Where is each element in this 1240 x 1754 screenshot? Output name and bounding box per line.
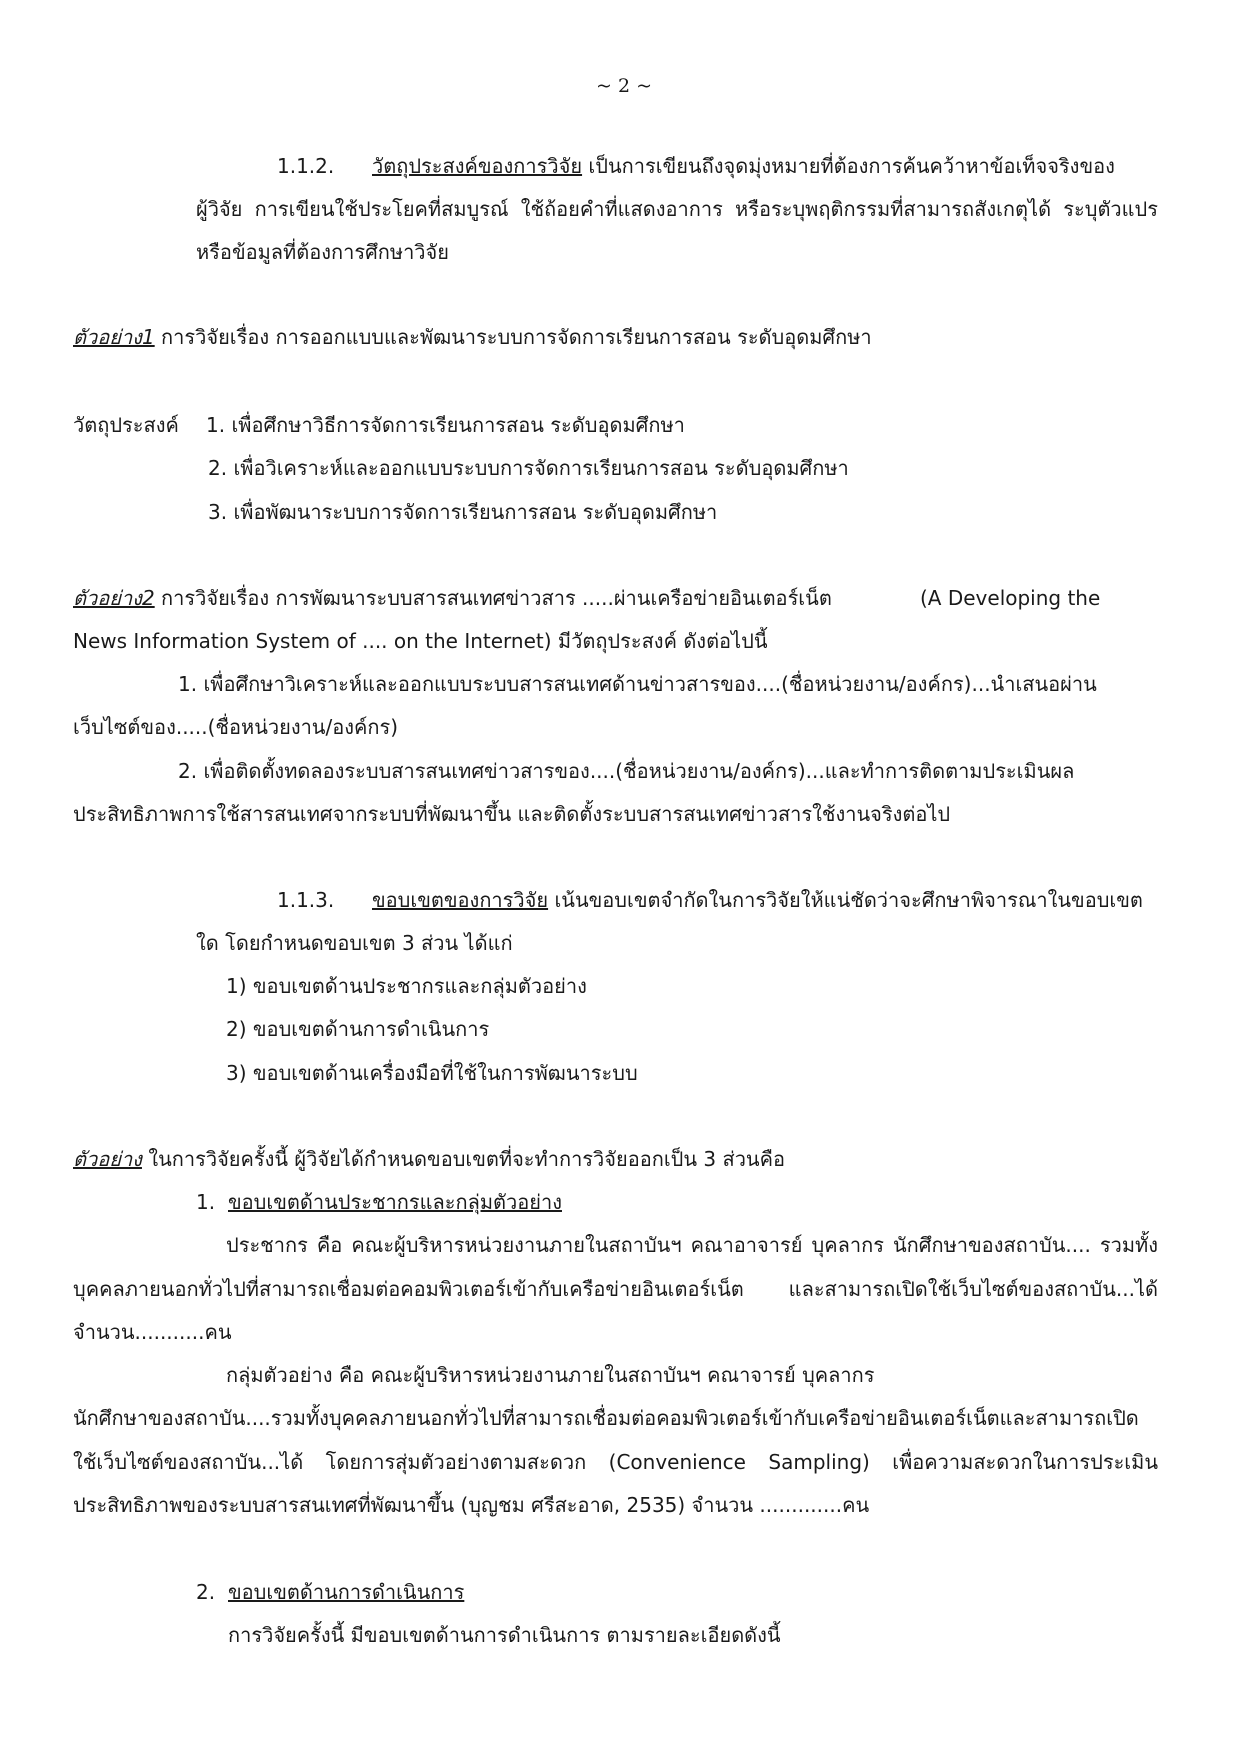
- example-label: ตัวอย่าง2: [73, 586, 155, 610]
- example-1: [73, 324, 872, 350]
- example-2: [73, 585, 832, 611]
- objective-item: 1. เพื่อศึกษาวิธีการจัดการเรียนการสอน ระดับอุดมศึกษา: [206, 413, 685, 437]
- paragraph-line: หรือข้อมูลที่ต้องการศึกษาวิจัย: [196, 240, 449, 264]
- section-number-1-1-2: 1.1.2.: [277, 154, 335, 178]
- paragraph-line: เว็บไซต์ของ.....(ชื่อหน่วยงาน/องค์กร): [73, 715, 399, 739]
- subsection-heading-population: ขอบเขตด้านประชากรและกลุ่มตัวอย่าง: [228, 1190, 562, 1214]
- example-text: การวิจัยเรื่อง การออกแบบและพัฒนาระบบการจัดการเรียนการสอน ระดับอุดมศึกษา: [161, 325, 872, 349]
- paragraph-line: News Information System of .... on the Internet) มีวัตถุประสงค์ ดังต่อไปนี้: [73, 629, 768, 653]
- subsection-number: 1.: [196, 1190, 216, 1214]
- heading-description: เน้นขอบเขตจำกัดในการวิจัยให้แน่ชัดว่าจะศึกษาพิจารณาในขอบเขต: [554, 888, 1143, 912]
- objectives-label: วัตถุประสงค์: [73, 413, 179, 437]
- objective-item: 1. เพื่อศึกษาวิเคราะห์และออกแบบระบบสารสนเทศด้านข่าวสารของ....(ชื่อหน่วยงาน/องค์กร)...นำเสนอผ่าน: [178, 672, 1097, 696]
- heading-text: ขอบเขตของการวิจัย: [372, 888, 549, 912]
- paragraph-line: นักศึกษาของสถาบัน....รวมทั้งบุคคลภายนอกทั่วไปที่สามารถเชื่อมต่อคอมพิวเตอร์เข้ากับเครือข่ายอินเตอร์เน็ตและสามารถเปิด: [73, 1406, 1139, 1430]
- scope-item: 3) ขอบเขตด้านเครื่องมือที่ใช้ในการพัฒนาระบบ: [226, 1061, 638, 1085]
- scope-item: 2) ขอบเขตด้านการดำเนินการ: [226, 1017, 490, 1041]
- example-text: การวิจัยเรื่อง การพัฒนาระบบสารสนเทศข่าวสาร .....ผ่านเครือข่ายอินเตอร์เน็ต: [161, 586, 832, 610]
- heading-description: เป็นการเขียนถึงจุดมุ่งหมายที่ต้องการค้นคว้าหาข้อเท็จจริงของ: [588, 154, 1115, 178]
- example-label: ตัวอย่าง: [73, 1147, 142, 1171]
- paragraph-line: กลุ่มตัวอย่าง คือ คณะผู้บริหารหน่วยงานภายในสถาบันฯ คณาจารย์ บุคลากร: [226, 1363, 875, 1387]
- paragraph-line: การวิจัยครั้งนี้ มีขอบเขตด้านการดำเนินการ ตามรายละเอียดดังนี้: [228, 1623, 781, 1647]
- objective-item: 2. เพื่อวิเคราะห์และออกแบบระบบการจัดการเรียนการสอน ระดับอุดมศึกษา: [208, 456, 849, 480]
- objective-item: 3. เพื่อพัฒนาระบบการจัดการเรียนการสอน ระดับอุดมศึกษา: [208, 500, 718, 524]
- paragraph-line: ประสิทธิภาพการใช้สารสนเทศจากระบบที่พัฒนาขึ้น และติดตั้งระบบสารสนเทศข่าวสารใช้งานจริงต่อไป: [73, 802, 951, 826]
- example-3: [73, 1146, 785, 1172]
- section-heading-scope: [372, 887, 1143, 913]
- example-text: ในการวิจัยครั้งนี้ ผู้วิจัยได้กำหนดขอบเขตที่จะทำการวิจัยออกเป็น 3 ส่วนคือ: [148, 1147, 785, 1171]
- paragraph-line: ผู้วิจัย การเขียนใช้ประโยคที่สมบูรณ์ ใช้ถ้อยคำที่แสดงอาการ หรือระบุพฤติกรรมที่สามารถสังเกตุได้ ระบุตัวแปร: [196, 197, 1158, 221]
- paragraph-line: ประสิทธิภาพของระบบสารสนเทศที่พัฒนาขึ้น (บุญชม ศรีสะอาด, 2535) จำนวน .............คน: [73, 1493, 870, 1517]
- paragraph-line: จำนวน...........คน: [73, 1320, 232, 1344]
- paragraph-line: ประชากร คือ คณะผู้บริหารหน่วยงานภายในสถาบันฯ คณาอาจารย์ บุคลากร นักศึกษาของสถาบัน.... รวมทั้ง: [226, 1233, 1158, 1257]
- scope-item: 1) ขอบเขตด้านประชากรและกลุ่มตัวอย่าง: [226, 974, 587, 998]
- paragraph-line: ใด โดยกำหนดขอบเขต 3 ส่วน ได้แก่: [196, 931, 513, 955]
- section-number-1-1-3: 1.1.3.: [277, 888, 335, 912]
- paragraph-line: บุคคลภายนอกทั่วไปที่สามารถเชื่อมต่อคอมพิวเตอร์เข้ากับเครือข่ายอินเตอร์เน็ต และสามารถเปิดใช้เว็บไซต์ของสถาบัน...ได้: [73, 1277, 1158, 1301]
- heading-text: วัตถุประสงค์ของการวิจัย: [372, 154, 583, 178]
- example-label: ตัวอย่าง1: [73, 325, 155, 349]
- objective-item: 2. เพื่อติดตั้งทดลองระบบสารสนเทศข่าวสารของ....(ชื่อหน่วยงาน/องค์กร)...และทำการติดตามประเมินผล: [178, 759, 1075, 783]
- subsection-number: 2.: [196, 1580, 216, 1604]
- paragraph-line: ใช้เว็บไซต์ของสถาบัน...ได้ โดยการสุ่มตัวอย่างตามสะดวก (Convenience Sampling) เพื่อความสะดวกในการประเมิน: [73, 1450, 1158, 1474]
- section-heading-objectives: [372, 153, 1115, 179]
- example-text-english: (A Developing the: [920, 586, 1101, 610]
- subsection-heading-operation: ขอบเขตด้านการดำเนินการ: [228, 1580, 465, 1604]
- page-number: ~ 2 ~: [596, 75, 653, 97]
